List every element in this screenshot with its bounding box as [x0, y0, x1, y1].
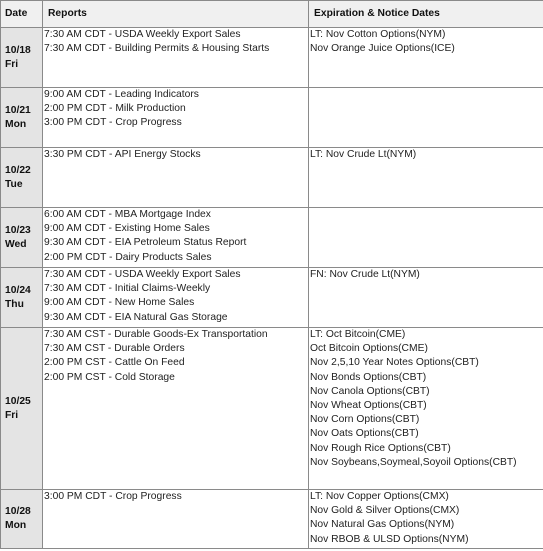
date-label: 10/22: [5, 164, 31, 176]
report-item: 3:00 PM CDT - Crop Progress: [44, 117, 182, 129]
expiration-item: Nov Corn Options(CBT): [310, 414, 420, 426]
date-label: 10/24: [5, 284, 31, 296]
expiration-item: Nov Rough Rice Options(CBT): [310, 442, 451, 454]
expiration-item: Nov Bonds Options(CBT): [310, 371, 427, 383]
expirations-cell: [309, 148, 543, 208]
expiration-item: Nov Orange Juice Options(ICE): [310, 43, 455, 55]
date-cell: [1, 28, 43, 88]
date-label: 10/23: [5, 224, 31, 236]
reports-cell: [43, 490, 309, 549]
date-cell: [1, 328, 43, 490]
expirations-cell: [309, 328, 543, 490]
expiration-item: Nov RBOB & ULSD Options(NYM): [310, 533, 469, 545]
report-item: 7:30 AM CDT - USDA Weekly Export Sales: [44, 29, 241, 40]
report-item: 7:30 AM CDT - Building Permits & Housing Starts: [44, 43, 270, 55]
report-item: 2:00 PM CDT - Dairy Products Sales: [44, 251, 212, 263]
report-item: 9:00 AM CDT - Leading Indicators: [44, 89, 199, 100]
expiration-item: LT: Nov Copper Options(CMX): [310, 491, 449, 502]
table-row: [1, 490, 543, 549]
report-item: 7:30 AM CST - Durable Orders: [44, 343, 185, 355]
date-cell: [1, 88, 43, 148]
reports-cell: [43, 28, 309, 88]
report-item: 9:00 AM CDT - New Home Sales: [44, 297, 195, 309]
expirations-cell: [309, 208, 543, 268]
date-label: 10/28: [5, 506, 31, 517]
report-item: 7:30 AM CDT - USDA Weekly Export Sales: [44, 269, 241, 280]
report-item: 6:00 AM CDT - MBA Mortgage Index: [44, 209, 211, 220]
expiration-item: Nov 2,5,10 Year Notes Options(CBT): [310, 357, 479, 369]
table-row: [1, 268, 543, 328]
date-cell: [1, 208, 43, 268]
expiration-item: LT: Nov Crude Lt(NYM): [310, 149, 417, 160]
day-label: Fri: [5, 409, 19, 421]
expirations-cell: [309, 490, 543, 549]
header-date: Date: [1, 1, 43, 28]
reports-cell: [43, 148, 309, 208]
expiration-item: Nov Natural Gas Options(NYM): [310, 519, 455, 531]
date-label: 10/21: [5, 104, 31, 116]
day-label: Tue: [5, 178, 23, 190]
expiration-item: LT: Oct Bitcoin(CME): [310, 329, 406, 340]
day-label: Fri: [5, 58, 19, 70]
expiration-item: Oct Bitcoin Options(CME): [310, 343, 428, 355]
table-row: [1, 148, 543, 208]
report-item: 7:30 AM CST - Durable Goods-Ex Transportation: [44, 329, 268, 340]
report-item: 9:30 AM CDT - EIA Natural Gas Storage: [44, 311, 228, 323]
table-row: [1, 28, 543, 88]
date-cell: [1, 148, 43, 208]
date-cell: [1, 268, 43, 328]
reports-cell: [43, 88, 309, 148]
table-row: [1, 328, 543, 490]
report-item: 2:00 PM CST - Cold Storage: [44, 371, 175, 383]
expirations-cell: [309, 88, 543, 148]
reports-cell: [43, 268, 309, 328]
header-expirations: Expiration & Notice Dates: [309, 1, 543, 28]
table-body: [1, 28, 543, 549]
date-label: 10/25: [5, 395, 31, 407]
header-row: [1, 1, 543, 28]
report-item: 3:30 PM CDT - API Energy Stocks: [44, 149, 201, 160]
expirations-cell: [309, 28, 543, 88]
report-item: 9:00 AM CDT - Existing Home Sales: [44, 223, 210, 235]
expiration-item: Nov Wheat Options(CBT): [310, 400, 427, 412]
table-row: [1, 208, 543, 268]
expiration-item: Nov Gold & Silver Options(CMX): [310, 505, 460, 517]
report-item: 2:00 PM CST - Cattle On Feed: [44, 357, 185, 369]
table-row: [1, 88, 543, 148]
report-item: 9:30 AM CDT - EIA Petroleum Status Report: [44, 237, 247, 249]
date-cell: [1, 490, 43, 549]
report-item: 3:00 PM CDT - Crop Progress: [44, 491, 182, 502]
day-label: Mon: [5, 118, 27, 130]
date-label: 10/18: [5, 44, 31, 56]
day-label: Mon: [5, 520, 27, 531]
day-label: Thu: [5, 298, 24, 310]
expiration-item: Nov Canola Options(CBT): [310, 385, 430, 397]
reports-cell: [43, 208, 309, 268]
expiration-item: Nov Soybeans,Soymeal,Soyoil Options(CBT): [310, 456, 517, 468]
report-item: 2:00 PM CDT - Milk Production: [44, 103, 186, 115]
reports-cell: [43, 328, 309, 490]
expiration-item: Nov Oats Options(CBT): [310, 428, 419, 440]
expiration-item: LT: Nov Cotton Options(NYM): [310, 29, 446, 40]
report-item: 7:30 AM CDT - Initial Claims-Weekly: [44, 283, 211, 295]
expirations-cell: [309, 268, 543, 328]
day-label: Wed: [5, 238, 27, 250]
expiration-item: FN: Nov Crude Lt(NYM): [310, 269, 420, 280]
header-reports: Reports: [43, 1, 309, 28]
